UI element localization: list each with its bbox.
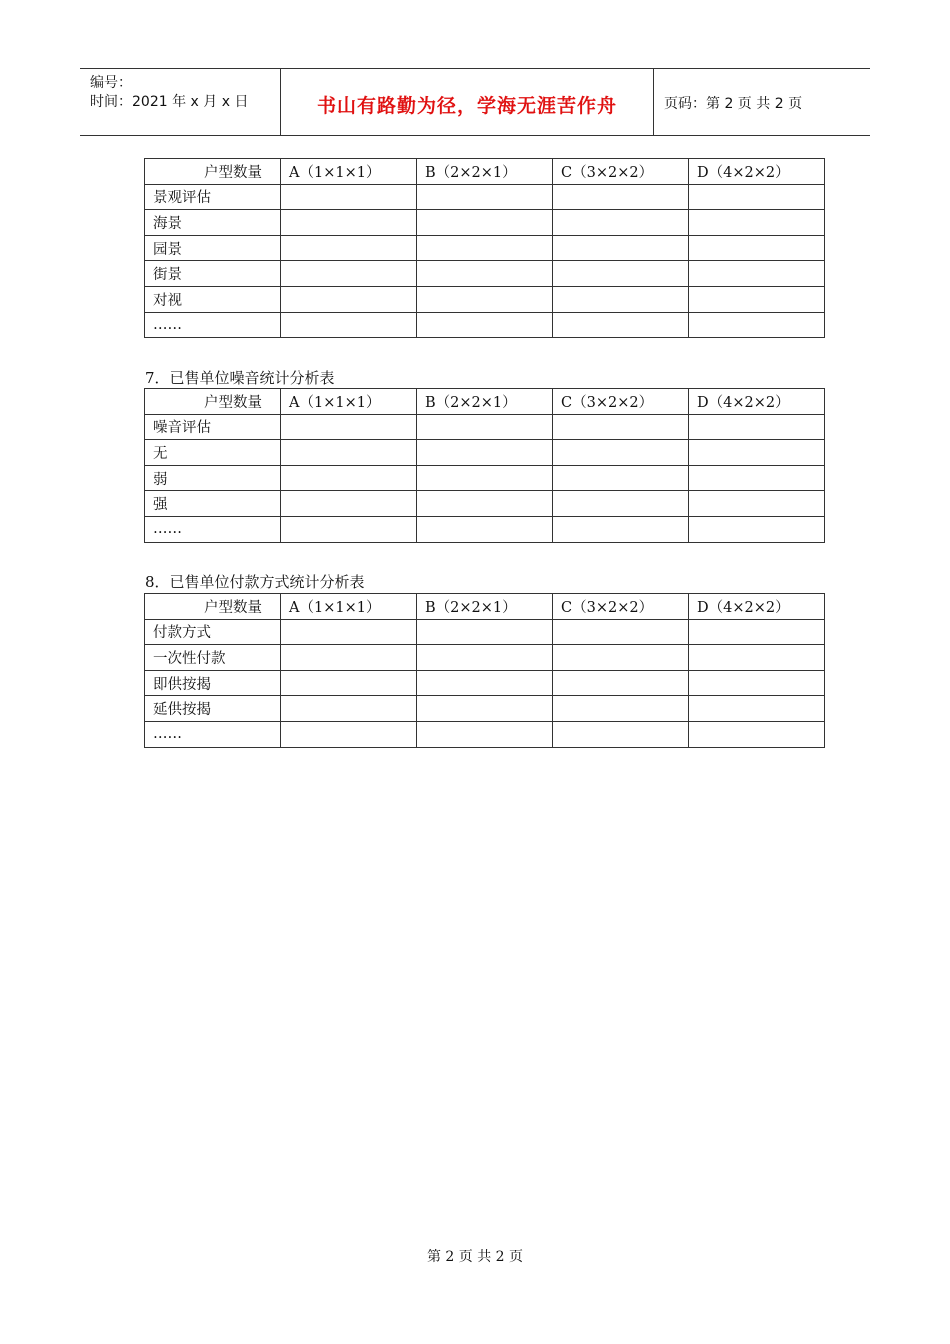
section-title: 7．已售单位噪音统计分析表	[145, 369, 335, 387]
table-row	[145, 670, 825, 696]
row-label: 一次性付款	[145, 645, 281, 671]
header-meta	[80, 69, 281, 135]
col-header: B（2×2×1）	[417, 594, 553, 620]
table-row	[145, 414, 825, 440]
table-row	[145, 721, 825, 747]
row-label: 园景	[145, 235, 281, 261]
table-row	[145, 696, 825, 722]
corner-cell: 户型数量	[145, 389, 281, 415]
landscape-table	[144, 158, 825, 338]
header-page-cell	[654, 69, 870, 135]
table-row	[145, 516, 825, 542]
row-label: 强	[145, 491, 281, 517]
row-label: 即供按揭	[145, 670, 281, 696]
row-label: 噪音评估	[145, 414, 281, 440]
doc-code: 编号：	[90, 75, 132, 91]
corner-cell: 户型数量	[145, 159, 281, 185]
table-header-row	[145, 389, 825, 415]
motto: 书山有路勤为径，学海无涯苦作舟	[316, 95, 617, 117]
col-header: A（1×1×1）	[281, 389, 417, 415]
table-row	[145, 645, 825, 671]
page-footer: 第 2 页 共 2 页	[426, 1249, 524, 1265]
page-header	[80, 68, 870, 136]
row-label: 景观评估	[145, 184, 281, 210]
table-row	[145, 465, 825, 491]
col-header: B（2×2×1）	[417, 389, 553, 415]
col-header: C（3×2×2）	[553, 159, 689, 185]
table-row	[145, 312, 825, 338]
row-label: ……	[145, 516, 281, 542]
section-title: 8．已售单位付款方式统计分析表	[145, 573, 365, 591]
table-header-row	[145, 159, 825, 185]
row-label: 街景	[145, 261, 281, 287]
table-row	[145, 619, 825, 645]
header-motto-cell	[281, 69, 654, 135]
col-header: D（4×2×2）	[689, 594, 825, 620]
row-label: 弱	[145, 465, 281, 491]
table-row	[145, 440, 825, 466]
row-label: 无	[145, 440, 281, 466]
col-header: C（3×2×2）	[553, 389, 689, 415]
page-number: 页码：第 2 页 共 2 页	[664, 96, 803, 112]
table-row	[145, 235, 825, 261]
payment-table	[144, 593, 825, 748]
col-header: D（4×2×2）	[689, 159, 825, 185]
table-row	[145, 491, 825, 517]
col-header: A（1×1×1）	[281, 159, 417, 185]
table-row	[145, 261, 825, 287]
row-label: 海景	[145, 210, 281, 236]
row-label: ……	[145, 721, 281, 747]
row-label: ……	[145, 312, 281, 338]
col-header: D（4×2×2）	[689, 389, 825, 415]
table-row	[145, 184, 825, 210]
col-header: A（1×1×1）	[281, 594, 417, 620]
corner-cell: 户型数量	[145, 594, 281, 620]
col-header: C（3×2×2）	[553, 594, 689, 620]
doc-time: 时间：2021 年 x 月 x 日	[90, 94, 249, 110]
noise-table	[144, 388, 825, 543]
table-header-row	[145, 594, 825, 620]
table-row	[145, 210, 825, 236]
row-label: 付款方式	[145, 619, 281, 645]
row-label: 对视	[145, 286, 281, 312]
table-row	[145, 286, 825, 312]
row-label: 延供按揭	[145, 696, 281, 722]
col-header: B（2×2×1）	[417, 159, 553, 185]
